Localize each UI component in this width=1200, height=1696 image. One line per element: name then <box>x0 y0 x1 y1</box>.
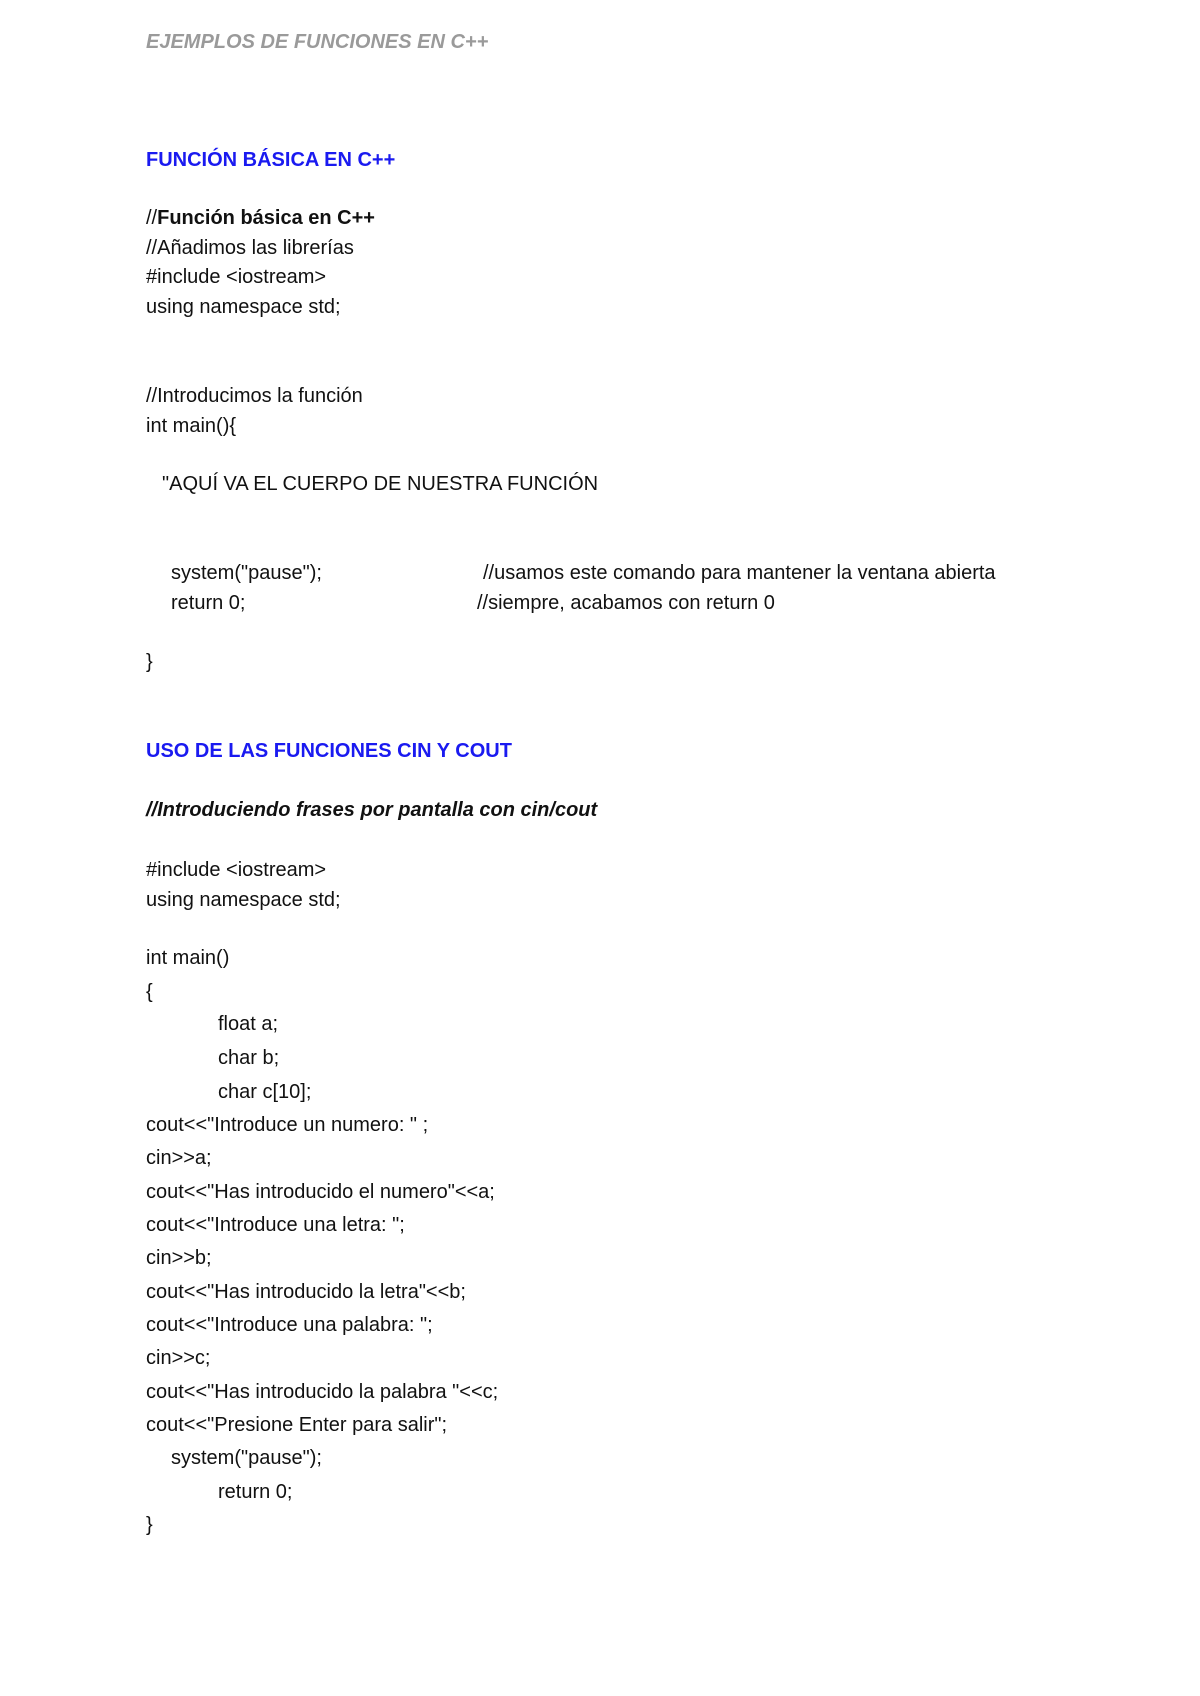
code-line: system("pause"); <box>171 562 322 584</box>
code-line: cin>>c; <box>146 1347 211 1369</box>
code-line: int main(){ <box>146 415 237 437</box>
code-line: } <box>146 1514 153 1536</box>
code-line: cin>>b; <box>146 1247 212 1269</box>
code-comment: //usamos este comando para mantener la ventana abierta <box>483 562 996 584</box>
code-line: cout<<"Has introducido el numero"<<a; <box>146 1181 495 1203</box>
page-header: EJEMPLOS DE FUNCIONES EN C++ <box>146 31 489 53</box>
section1-title <box>146 206 375 230</box>
code-line: { <box>146 981 153 1003</box>
code-line: cout<<"Introduce un numero: " ; <box>146 1114 429 1136</box>
code-line: cout<<"Presione Enter para salir"; <box>146 1414 448 1436</box>
code-line: char c[10]; <box>218 1081 312 1103</box>
code-line: "AQUÍ VA EL CUERPO DE NUESTRA FUNCIÓN <box>162 473 599 495</box>
code-line: cin>>a; <box>146 1147 212 1169</box>
code-line: char b; <box>218 1047 280 1069</box>
section1-title-bold: Función básica en C++ <box>157 207 375 229</box>
code-line: using namespace std; <box>146 889 341 911</box>
code-line: cout<<"Introduce una palabra: "; <box>146 1314 433 1336</box>
code-line: cout<<"Has introducido la palabra "<<c; <box>146 1381 499 1403</box>
code-line: #include <iostream> <box>146 859 327 881</box>
code-line: return 0; <box>171 592 246 614</box>
code-line: int main() <box>146 947 230 969</box>
code-line: system("pause"); <box>171 1447 322 1469</box>
section1-title-prefix: // <box>146 207 158 229</box>
code-line: using namespace std; <box>146 296 341 318</box>
code-line: } <box>146 651 153 673</box>
section1-heading: FUNCIÓN BÁSICA EN C++ <box>146 149 396 171</box>
code-line: #include <iostream> <box>146 266 327 288</box>
code-comment: //siempre, acabamos con return 0 <box>477 592 775 614</box>
code-line: //Añadimos las librerías <box>146 237 354 259</box>
code-line: float a; <box>218 1013 279 1035</box>
code-line: //Introducimos la función <box>146 385 363 407</box>
code-line: cout<<"Introduce una letra: "; <box>146 1214 405 1236</box>
section2-subtitle: //Introduciendo frases por pantalla con cin/cout <box>146 799 598 821</box>
code-line: cout<<"Has introducido la letra"<<b; <box>146 1281 466 1303</box>
section2-heading: USO DE LAS FUNCIONES CIN Y COUT <box>146 740 512 762</box>
code-line: return 0; <box>218 1481 293 1503</box>
